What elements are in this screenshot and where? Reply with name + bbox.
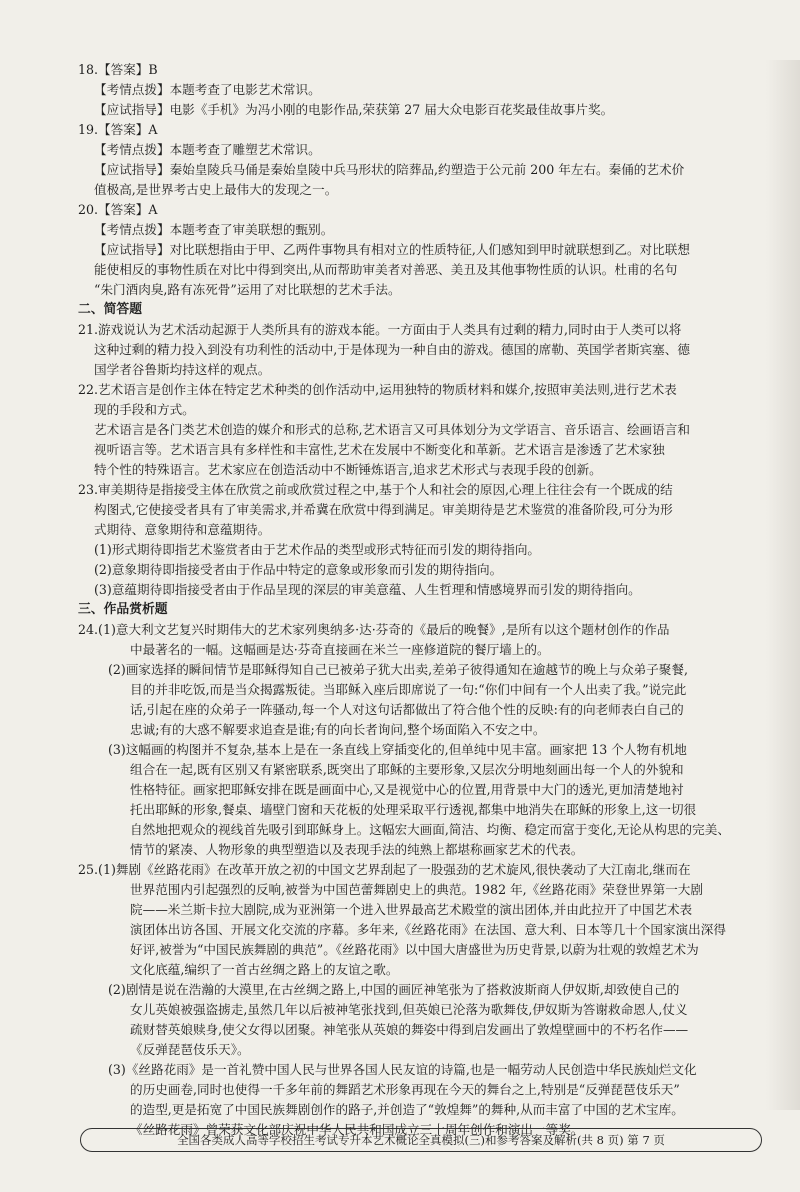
answer-line: (2)画家选择的瞬间情节是耶稣得知自己已被弟子犹大出卖,差弟子彼得通知在逾越节的晚上与众弟子聚餐, (108, 662, 688, 677)
answer-line: 【考情点拨】本题考查了审美联想的甄别。 (94, 222, 334, 237)
answer-line: 值极高,是世界考古史上最伟大的发现之一。 (94, 182, 338, 197)
answer-line: 20.【答案】A (78, 202, 158, 217)
answer-24 (78, 620, 753, 860)
answer-line: 中最著名的一幅。这幅画是达·芬奇直接画在米兰一座修道院的餐厅墙上的。 (130, 642, 550, 657)
answer-line: 18.【答案】B (78, 62, 158, 77)
answer-line: (3)《丝路花雨》是一首礼赞中国人民与世界各国人民友谊的诗篇,也是一幅劳动人民创造中华民族灿烂文化 (108, 1062, 697, 1077)
answer-line: (2)剧情是说在浩瀚的大漠里,在古丝绸之路上,中国的画匠神笔张为了搭救波斯商人伊奴斯,却致使自己的 (108, 982, 680, 997)
answer-content (78, 60, 753, 1140)
answer-23 (78, 480, 753, 600)
answer-line: 性格特征。画家把耶稣安排在既是画面中心,又是视觉中心的位置,用背景中大门的透光,更加清楚地衬 (130, 782, 684, 797)
answer-line: (3)这幅画的构图并不复杂,基本上是在一条直线上穿插变化的,但单纯中见丰富。画家把 13 个人物有机地 (108, 742, 687, 757)
answer-18 (78, 60, 753, 120)
answer-line: 院——米兰斯卡拉大剧院,成为亚洲第一个进入世界最高艺术殿堂的演出团体,并由此拉开了中国艺术表 (130, 902, 693, 917)
answer-25 (78, 860, 753, 1140)
section-heading-appreciation: 三、作品赏析题 (78, 602, 168, 617)
answer-line: 《反弹琵琶伎乐天》。 (130, 1042, 250, 1057)
answer-20 (78, 200, 753, 300)
answer-line: (1)形式期待即指艺术鉴赏者由于艺术作品的类型或形式特征而引发的期待指向。 (94, 542, 541, 557)
answer-line: 构图式,它使接受者具有了审美需求,并希冀在欣赏中得到满足。审美期待是艺术鉴赏的准备阶段,可分为形 (94, 502, 673, 517)
answer-line: “朱门酒肉臭,路有冻死骨”运用了对比联想的艺术手法。 (94, 282, 401, 297)
answer-line: 情节的紧凑、人物形象的典型塑造以及表现手法的纯熟上都堪称画家艺术的代表。 (130, 842, 584, 857)
answer-line: 女儿英娘被强盗掳走,虽然几年以后被神笔张找到,但英娘已沦落为歌舞伎,伊奴斯为答谢救命恩人,仗义 (130, 1002, 688, 1017)
answer-line: 【应试指导】对比联想指由于甲、乙两件事物具有相对立的性质特征,人们感知到甲时就联想到乙。对比联想 (94, 242, 690, 257)
answer-line: 演团体出访各国、开展文化交流的序幕。多年来,《丝路花雨》在法国、意大利、日本等几十个国家演出深得 (130, 922, 726, 937)
answer-line: 19.【答案】A (78, 122, 158, 137)
answer-line: 疏财替英娘赎身,使父女得以团聚。神笔张从英娘的舞姿中得到启发画出了敦煌壁画中的不朽名作—— (130, 1022, 689, 1037)
answer-line: 现的手段和方式。 (94, 402, 195, 417)
answer-line: 视听语言等。艺术语言具有多样性和丰富性,艺术在发展中不断变化和革新。艺术语言是渗透了艺术家独 (94, 442, 665, 457)
answer-line: 24.(1)意大利文艺复兴时期伟大的艺术家列奥纳多·达·芬奇的《最后的晚餐》,是所有以这个题材创作的作品 (78, 622, 670, 637)
answer-line: 目的并非吃饭,而是当众揭露叛徒。当耶稣入座后即席说了一句:“你们中间有一个人出卖了我。”说完此 (130, 682, 687, 697)
answer-line: 话,引起在座的众弟子一阵骚动,每一个人对这句话都做出了符合他个性的反映:有的向老师表白自己的 (130, 702, 684, 717)
answer-line: 组合在一起,既有区别又有紧密联系,既突出了耶稣的主要形象,又层次分明地刻画出每一个人的外貌和 (130, 762, 684, 777)
answer-line: 托出耶稣的形象,餐桌、墙壁门窗和天花板的处理采取平行透视,都集中地消失在耶稣的形象上,这一切很 (130, 802, 697, 817)
answer-line: 文化底蕴,编织了一首古丝绸之路上的友谊之歌。 (130, 962, 399, 977)
answer-21 (78, 320, 753, 380)
answer-line: 【应试指导】秦始皇陵兵马俑是秦始皇陵中兵马形状的陪葬品,约塑造于公元前 200 年左右。秦俑的艺术价 (94, 162, 685, 177)
answer-line: 22.艺术语言是创作主体在特定艺术种类的创作活动中,运用独特的物质材料和媒介,按照审美法则,进行艺术表 (78, 382, 677, 397)
answer-line: 的历史画卷,同时也使得一千多年前的舞蹈艺术形象再现在今天的舞台之上,特别是“反弹琵琶伎乐天” (130, 1082, 680, 1097)
answer-line: 国学者谷鲁斯均持这样的观点。 (94, 362, 271, 377)
answer-line: 好评,被誉为“中国民族舞剧的典范”。《丝路花雨》以中国大唐盛世为历史背景,以蔚为壮观的敦煌艺术为 (130, 942, 699, 957)
answer-line: 特个性的特殊语言。艺术家应在创造活动中不断锤炼语言,追求艺术形式与表现手段的创新。 (94, 462, 602, 477)
answer-line: 能使相反的事物性质在对比中得到突出,从而帮助审美者对善恶、美丑及其他事物性质的认识。杜甫的名句 (94, 262, 678, 277)
answer-line: 艺术语言是各门类艺术创造的媒介和形式的总称,艺术语言又可具体划分为文学语言、音乐语言、绘画语言和 (94, 422, 690, 437)
answer-line: 的造型,更是拓宽了中国民族舞剧创作的路子,并创造了“敦煌舞”的舞种,从而丰富了中国的艺术宝库。 (130, 1102, 684, 1117)
page-footer: 全国各类成人高等学校招生考试专升本艺术概论全真模拟(三)和参考答案及解析(共 8 页) 第 7 页 (80, 1128, 762, 1152)
answer-line: 世界范围内引起强烈的反响,被誉为中国芭蕾舞剧史上的典范。1982 年,《丝路花雨》荣登世界第一大剧 (130, 882, 703, 897)
answer-line: 《丝路花雨》曾荣获文化部庆祝中华人民共和国成立三十周年创作和演出一等奖。 (130, 1122, 584, 1137)
answer-22 (78, 380, 753, 480)
answer-line: 这种过剩的精力投入到没有功利性的活动中,于是体现为一种自由的游戏。德国的席勒、英国学者斯宾塞、德 (94, 342, 690, 357)
answer-line: 【考情点拨】本题考查了电影艺术常识。 (94, 82, 321, 97)
answer-line: (2)意象期待即指接受者由于作品中特定的意象或形象而引发的期待指向。 (94, 562, 503, 577)
answer-line: 【考情点拨】本题考查了雕塑艺术常识。 (94, 142, 321, 157)
section-heading-short-answer: 二、简答题 (78, 302, 142, 317)
answer-19 (78, 120, 753, 200)
page-edge-shadow (766, 60, 800, 1110)
answer-line: 自然地把观众的视线首先吸引到耶稣身上。这幅宏大画面,简洁、均衡、稳定而富于变化,无论从构思的完美、 (130, 822, 730, 837)
answer-line: 23.审美期待是指接受主体在欣赏之前或欣赏过程之中,基于个人和社会的原因,心理上往往会有一个既成的结 (78, 482, 673, 497)
answer-line: 【应试指导】电影《手机》为冯小刚的电影作品,荣获第 27 届大众电影百花奖最佳故事片奖。 (94, 102, 614, 117)
answer-line: (3)意蕴期待即指接受者由于作品呈现的深层的审美意蕴、人生哲理和情感境界而引发的期待指向。 (94, 582, 641, 597)
answer-line: 21.游戏说认为艺术活动起源于人类所具有的游戏本能。一方面由于人类具有过剩的精力,同时由于人类可以将 (78, 322, 682, 337)
answer-line: 忠诚;有的大惑不解要求追查是谁;有的向长者询问,整个场面陷入不安之中。 (130, 722, 546, 737)
answer-line: 25.(1)舞剧《丝路花雨》在改革开放之初的中国文艺界刮起了一股强劲的艺术旋风,很快袭动了大江南北,继而在 (78, 862, 691, 877)
answer-line: 式期待、意象期待和意蕴期待。 (94, 522, 271, 537)
